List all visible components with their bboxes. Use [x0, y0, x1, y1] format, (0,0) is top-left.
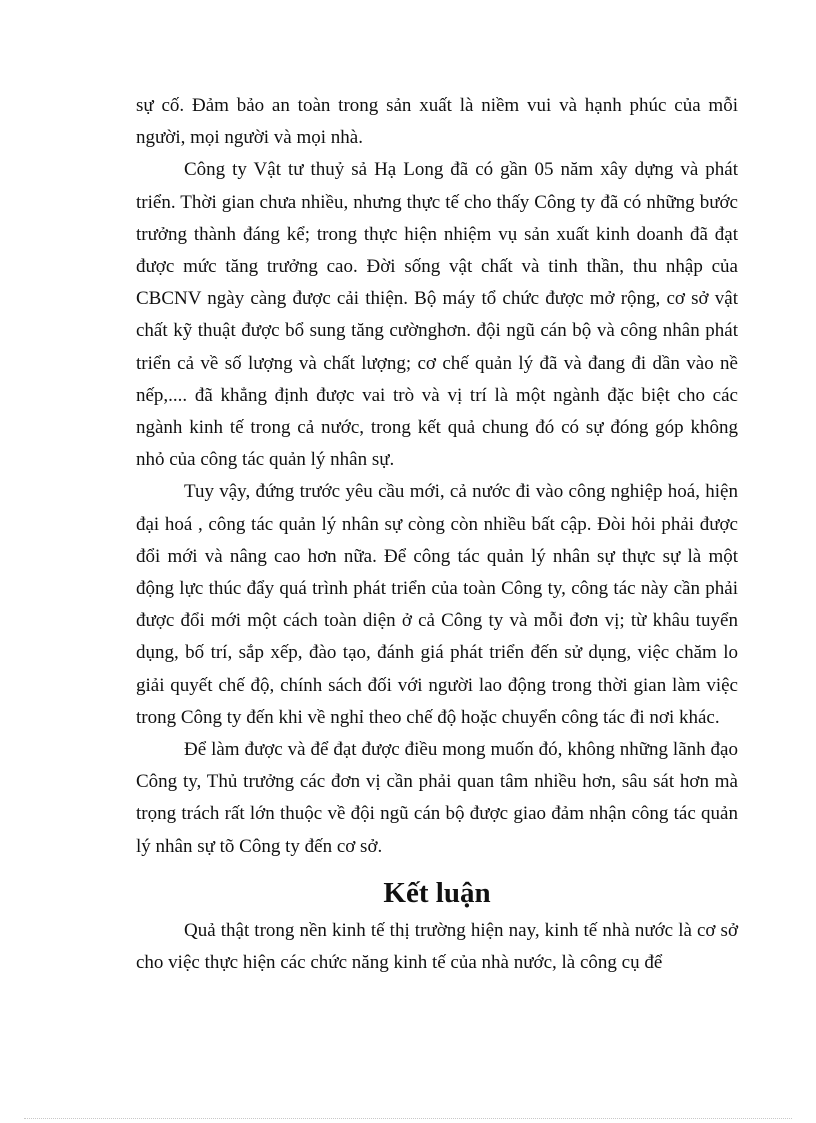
- paragraph-continuation: sự cố. Đảm bảo an toàn trong sản xuất là niềm vui và hạnh phúc của mỗi người, mọi người và mọi nhà.: [136, 95, 738, 149]
- paragraph-challenges: Tuy vậy, đứng trước yêu cầu mới, cả nước đi vào công nghiệp hoá, hiện đại hoá , công tác quản lý nhân sự còng còn nhiều bất cập. Đòi hỏi phải được đổi mới và nâng cao hơn nữa. Để công tác quản lý nhân sự thực sự là một động lực thúc đẩy quá trình phát triển của toàn Công ty, công tác này cần phải được đổi mới một cách toàn diện ở cả Công ty và mỗi đơn vị; từ khâu tuyển dụng, bố trí, sắp xếp, đào tạo, đánh giá phát triển đến sử dụng, việc chăm lo giải quyết chế độ, chính sách đối với người lao động trong thời gian làm việc trong Công ty đến khi về nghỉ theo chế độ hoặc chuyển công tác đi nơi khác.: [136, 481, 738, 728]
- conclusion-heading: Kết luận: [383, 876, 491, 909]
- paragraph-conclusion: Quả thật trong nền kinh tế thị trường hiện nay, kinh tế nhà nước là cơ sở cho việc thực hiện các chức năng kinh tế của nhà nước, là công cụ để: [136, 919, 738, 974]
- paragraph-responsibility: Để làm được và để đạt được điều mong muốn đó, không những lãnh đạo Công ty, Thủ trưởng các đơn vị cần phải quan tâm nhiều hơn, sâu sát hơn mà trọng trách rất lớn thuộc về đội ngũ cán bộ được giao đảm nhận công tác quản lý nhân sự tõ Công ty đến cơ sở.: [136, 739, 738, 857]
- document-body: [136, 90, 738, 979]
- paragraph-company-development: Công ty Vật tư thuỷ sả Hạ Long đã có gần 05 năm xây dựng và phát triển. Thời gian chưa nhiều, nhưng thực tế cho thấy Công ty đã có những bước trưởng thành đáng kể; trong thực hiện nhiệm vụ sản xuất kinh doanh đã đạt được mức tăng trưởng cao. Đời sống vật chất và tinh thần, thu nhập của CBCNV ngày càng được cải thiện. Bộ máy tổ chức được mở rộng, cơ sở vật chất kỹ thuật được bổ sung tăng cườnghơn. đội ngũ cán bộ và công nhân phát triển cả về số lượng và chất lượng; cơ chế quản lý đã và đang đi dần vào nề nếp,.... đã khẳng định được vai trò và vị trí là một ngành đặc biệt cho các ngành kinh tế trong cả nước, trong kết quả chung đó có sự đóng góp không nhỏ của công tác quản lý nhân sự.: [136, 159, 738, 471]
- page-bottom-divider: [24, 1118, 792, 1119]
